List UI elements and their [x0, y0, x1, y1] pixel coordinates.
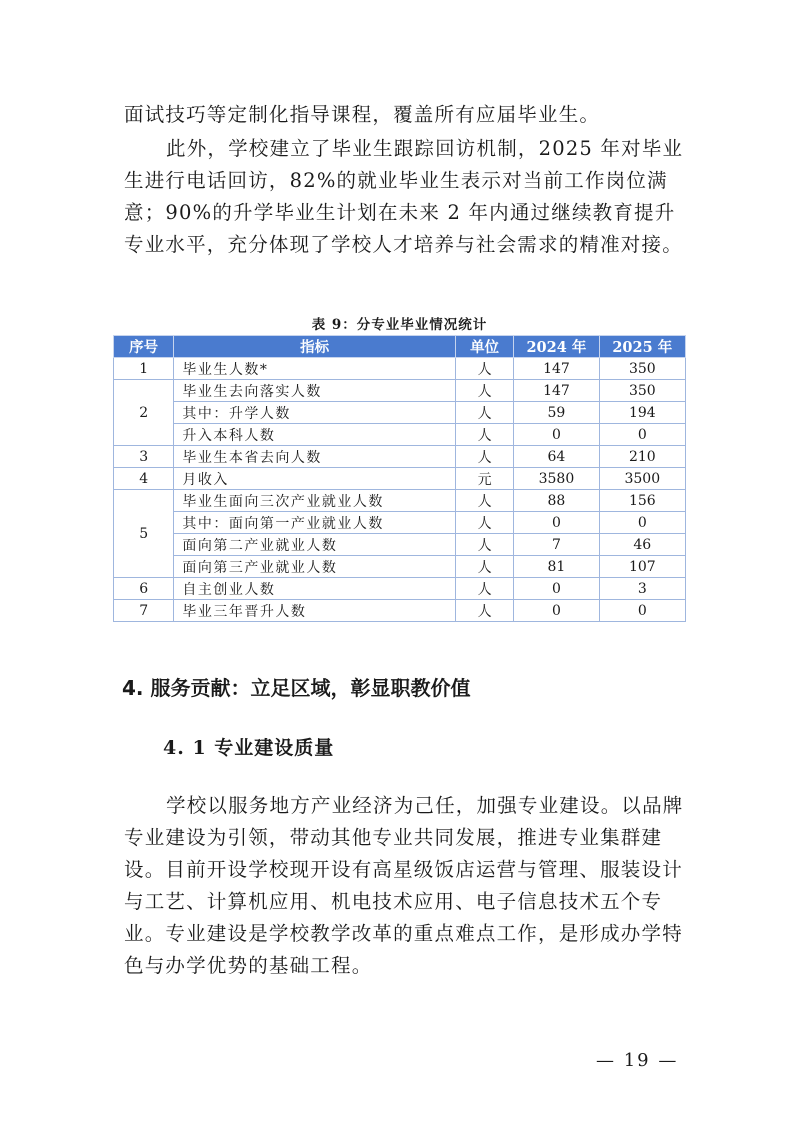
cell-seq: 3: [114, 446, 174, 468]
page-number: — 19 —: [596, 1050, 679, 1071]
cell-2025: 107: [599, 556, 685, 578]
cell-2025: 350: [599, 358, 685, 380]
cell-unit: 人: [455, 490, 513, 512]
table-row: [114, 556, 686, 578]
paragraph-specialty-construction: 学校以服务地方产业经济为己任，加强专业建设。以品牌专业建设为引领，带动其他专业共同发展，推进专业集群建设。目前开设学校现开设有高星级饭店运营与管理、服装设计与工艺、计算机应用、机电技术应用、电子信息技术五个专业。专业建设是学校教学改革的重点难点工作，是形成办学特色与办学优势的基础工程。: [124, 794, 684, 977]
paragraph-followup: 此外，学校建立了毕业生跟踪回访机制，2025 年对毕业生进行电话回访，82%的就业毕业生表示对当前工作岗位满意；90%的升学毕业生计划在未来 2 年内通过继续教育提升专业水平，充分体现了学校人才培养与社会需求的精准对接。: [124, 137, 684, 256]
cell-unit: 人: [455, 446, 513, 468]
header-indicator: 指标: [174, 336, 456, 358]
cell-seq: 7: [114, 600, 174, 622]
cell-unit: 人: [455, 534, 513, 556]
cell-unit: 元: [455, 468, 513, 490]
header-2024: 2024 年: [514, 336, 599, 358]
cell-seq: 6: [114, 578, 174, 600]
table-row: [114, 380, 686, 402]
table-row: [114, 468, 686, 490]
table-row: [114, 600, 686, 622]
table-row: [114, 424, 686, 446]
cell-2024: 0: [514, 578, 599, 600]
cell-indicator: 月收入: [174, 468, 456, 490]
table-row: [114, 490, 686, 512]
cell-unit: 人: [455, 512, 513, 534]
cell-2025: 210: [599, 446, 685, 468]
table-row: [114, 358, 686, 380]
cell-2024: 7: [514, 534, 599, 556]
cell-2024: 0: [514, 600, 599, 622]
cell-unit: 人: [455, 578, 513, 600]
cell-unit: 人: [455, 402, 513, 424]
cell-2025: 156: [599, 490, 685, 512]
table-row: [114, 446, 686, 468]
header-unit: 单位: [455, 336, 513, 358]
cell-indicator: 毕业生去向落实人数: [174, 380, 456, 402]
cell-seq: 4: [114, 468, 174, 490]
header-seq: 序号: [114, 336, 174, 358]
cell-2024: 81: [514, 556, 599, 578]
cell-indicator: 其中：升学人数: [174, 402, 456, 424]
section-heading: 4. 服务贡献：立足区域，彰显职教价值: [122, 676, 471, 700]
cell-2024: 147: [514, 380, 599, 402]
table-caption: 表 9：分专业毕业情况统计: [311, 317, 488, 333]
cell-indicator: 面向第三产业就业人数: [174, 556, 456, 578]
table-row: [114, 534, 686, 556]
cell-unit: 人: [455, 424, 513, 446]
cell-2024: 0: [514, 512, 599, 534]
cell-unit: 人: [455, 380, 513, 402]
cell-2025: 0: [599, 512, 685, 534]
cell-2025: 46: [599, 534, 685, 556]
table-row: [114, 578, 686, 600]
cell-2025: 0: [599, 424, 685, 446]
cell-seq: 1: [114, 358, 174, 380]
cell-2025: 194: [599, 402, 685, 424]
paragraph-continuation: 面试技巧等定制化指导课程，覆盖所有应届毕业生。: [124, 103, 601, 126]
cell-2024: 3580: [514, 468, 599, 490]
cell-unit: 人: [455, 358, 513, 380]
cell-2024: 0: [514, 424, 599, 446]
table-header-row: [114, 336, 686, 358]
header-2025: 2025 年: [599, 336, 685, 358]
table-row: [114, 402, 686, 424]
cell-seq: 5: [114, 490, 174, 578]
cell-2024: 64: [514, 446, 599, 468]
cell-2025: 350: [599, 380, 685, 402]
table-row: [114, 512, 686, 534]
cell-indicator: 毕业生人数*: [174, 358, 456, 380]
graduation-stats-table: [113, 335, 686, 622]
cell-indicator: 其中：面向第一产业就业人数: [174, 512, 456, 534]
cell-indicator: 毕业生面向三次产业就业人数: [174, 490, 456, 512]
cell-indicator: 毕业生本省去向人数: [174, 446, 456, 468]
subsection-heading: 4. 1 专业建设质量: [163, 737, 335, 759]
cell-unit: 人: [455, 556, 513, 578]
cell-2024: 88: [514, 490, 599, 512]
cell-2025: 0: [599, 600, 685, 622]
cell-2025: 3500: [599, 468, 685, 490]
cell-2024: 59: [514, 402, 599, 424]
cell-indicator: 自主创业人数: [174, 578, 456, 600]
cell-2025: 3: [599, 578, 685, 600]
cell-2024: 147: [514, 358, 599, 380]
cell-indicator: 升入本科人数: [174, 424, 456, 446]
cell-indicator: 面向第二产业就业人数: [174, 534, 456, 556]
cell-indicator: 毕业三年晋升人数: [174, 600, 456, 622]
cell-seq: 2: [114, 380, 174, 446]
cell-unit: 人: [455, 600, 513, 622]
